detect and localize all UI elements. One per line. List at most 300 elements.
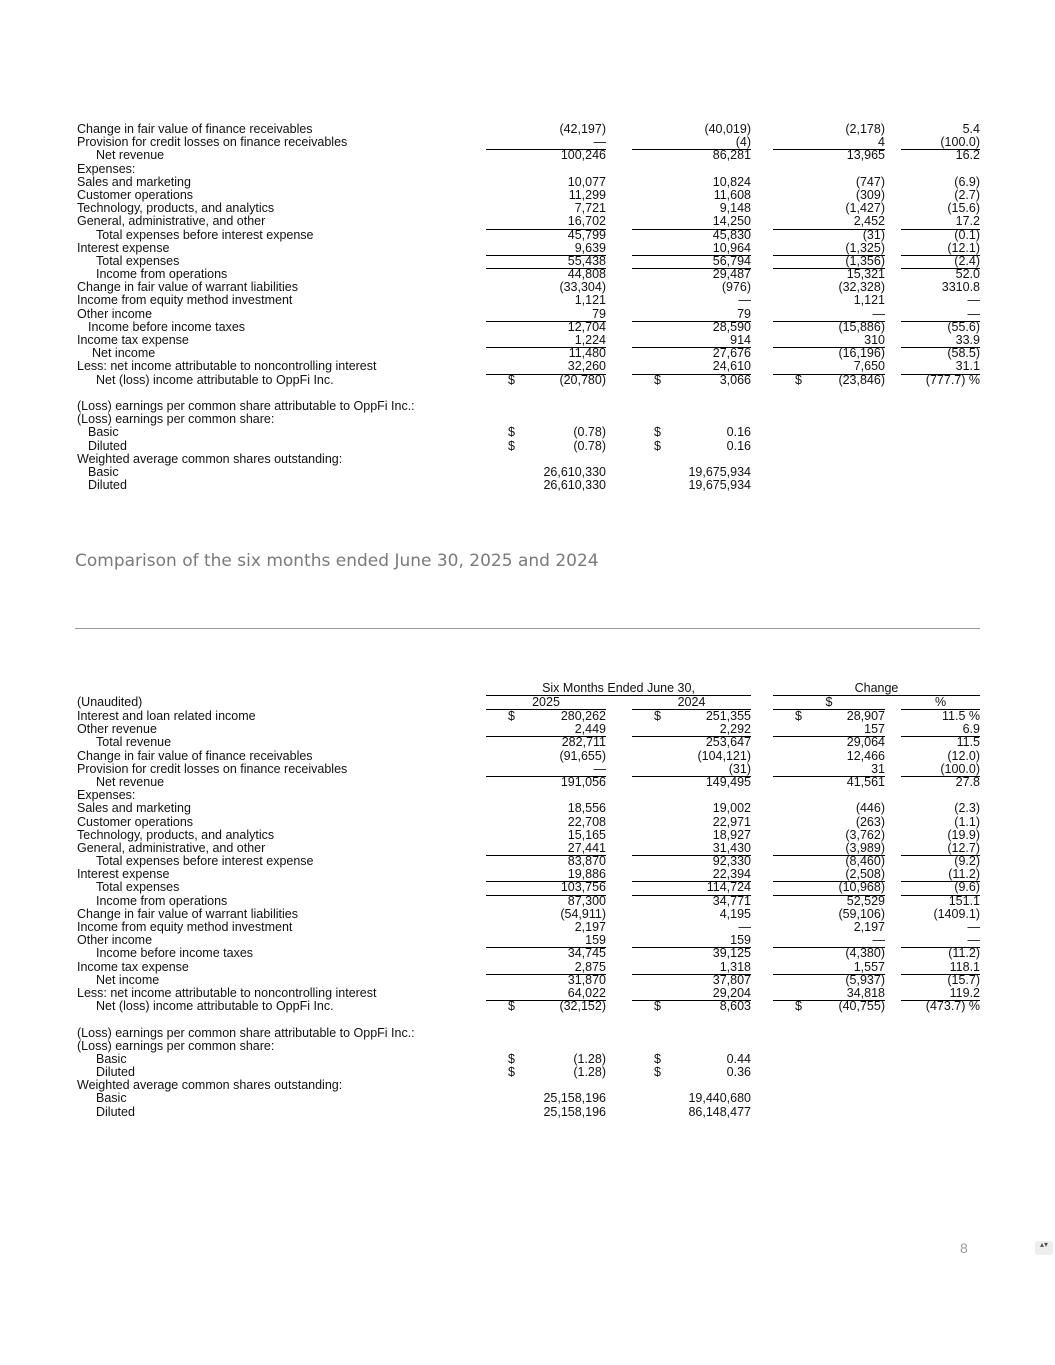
cell-value: 22,708 — [567, 814, 606, 829]
cell-value: 25,158,196 — [543, 1091, 606, 1106]
cell-value: 6.9 — [962, 722, 980, 737]
currency-symbol: $ — [654, 1051, 661, 1066]
cell-value: (12.0) — [947, 748, 980, 763]
row-label: Interest expense — [77, 867, 170, 882]
table-row — [77, 947, 980, 960]
table-row — [77, 308, 980, 321]
row-label: Basic — [96, 1051, 127, 1066]
cell-col-2 — [632, 123, 751, 136]
table-row — [77, 1079, 980, 1092]
row-label: Customer operations — [77, 814, 194, 829]
cell-value: 14,250 — [712, 214, 751, 229]
cell-col-3 — [773, 149, 885, 162]
table-row — [77, 1053, 980, 1066]
table-row — [77, 1027, 980, 1040]
cell-value: (100.0) — [940, 761, 980, 776]
cell-value: 18,556 — [567, 801, 606, 816]
cell-value: — — [967, 293, 980, 308]
table-row — [77, 453, 980, 466]
six-month-table-header — [77, 681, 980, 709]
cell-value: 2,292 — [719, 722, 751, 737]
cell-value: — — [593, 761, 606, 776]
cell-value: (12.7) — [947, 840, 980, 855]
cell-value: 1,121 — [574, 293, 606, 308]
cell-value: 32,260 — [567, 359, 606, 374]
cell-value: (15,886) — [838, 319, 885, 334]
cell-value: 16.2 — [955, 148, 980, 163]
cell-value: 44,808 — [567, 267, 606, 282]
cell-value: 100,246 — [560, 148, 606, 163]
row-label: Net (loss) income attributable to OppFi Inc. — [96, 372, 334, 387]
cell-value: 4,195 — [719, 906, 751, 921]
cell-col-4 — [901, 229, 980, 242]
cell-col-1 — [486, 776, 606, 789]
cell-value: 251,355 — [705, 709, 751, 723]
cell-col-1 — [486, 829, 606, 842]
row-label: Weighted average common shares outstanding: — [77, 1078, 343, 1093]
cell-value: 41,561 — [846, 774, 885, 789]
cell-value: (55.6) — [947, 319, 980, 334]
cell-value: 0.44 — [726, 1051, 751, 1066]
cell-value: 22,971 — [712, 814, 751, 829]
cell-col-3 — [773, 750, 885, 763]
row-label: Interest expense — [77, 240, 170, 255]
cell-value: 39,125 — [712, 946, 751, 961]
header-change: Change — [773, 681, 980, 696]
cell-col-2 — [632, 229, 751, 242]
cell-value: 25,158,196 — [543, 1104, 606, 1119]
cell-value: 9,639 — [574, 240, 606, 255]
currency-symbol: $ — [654, 709, 661, 723]
cell-col-4 — [901, 176, 980, 189]
income-statement-table-quarter — [77, 123, 980, 492]
cell-col-3 — [773, 776, 885, 789]
cell-value: 26,610,330 — [543, 464, 606, 479]
header-year-2024: 2024 — [632, 695, 751, 710]
row-label: Income from operations — [96, 267, 228, 282]
cell-value: 3,066 — [719, 372, 751, 387]
table-row — [77, 736, 980, 749]
cell-value: (1409.1) — [933, 906, 980, 921]
cell-value: (31) — [728, 761, 751, 776]
table-row — [77, 895, 980, 908]
currency-symbol: $ — [795, 372, 802, 387]
cell-col-3 — [773, 1000, 885, 1013]
table-row — [77, 961, 980, 974]
row-label: Diluted — [88, 438, 127, 453]
row-label: Change in fair value of finance receivables — [77, 748, 313, 763]
currency-symbol: $ — [795, 709, 802, 723]
row-label: Total expenses — [96, 880, 180, 895]
cell-col-2 — [632, 176, 751, 189]
cell-col-2 — [632, 1092, 751, 1105]
table-row — [77, 789, 980, 802]
table-row — [77, 479, 980, 492]
table-row — [77, 776, 980, 789]
table-row — [77, 974, 980, 987]
cell-value: 45,830 — [712, 227, 751, 242]
cell-value: (58.5) — [947, 346, 980, 361]
cell-value: 282,711 — [561, 735, 606, 750]
header-change-dollar: $ — [773, 695, 885, 710]
cell-value: 31.1 — [955, 359, 980, 374]
row-label: Net revenue — [96, 774, 165, 789]
table-row — [77, 136, 980, 149]
row-label: Net income — [96, 972, 160, 987]
cell-value: (747) — [855, 174, 885, 189]
table-row — [77, 816, 980, 829]
cell-col-1 — [486, 229, 606, 242]
cell-value: 31,430 — [712, 840, 751, 855]
row-label: Change in fair value of finance receivables — [77, 122, 313, 136]
cell-col-3 — [773, 816, 885, 829]
cell-col-3 — [773, 921, 885, 934]
cell-value: 37,807 — [712, 972, 751, 987]
row-label: Income before income taxes — [88, 319, 246, 334]
currency-symbol: $ — [654, 372, 661, 387]
cell-col-4 — [901, 374, 980, 387]
cell-value: (10,968) — [838, 880, 885, 895]
cell-value: (5,937) — [845, 972, 885, 987]
cell-col-3 — [773, 123, 885, 136]
table-row — [77, 750, 980, 763]
cell-value: (2.4) — [954, 253, 980, 268]
cell-value: 11.5 — [956, 735, 980, 750]
cell-value: 3310.8 — [941, 280, 980, 295]
cell-value: 11,299 — [568, 187, 606, 202]
cell-value: 103,756 — [560, 880, 606, 895]
cell-value: 31,870 — [567, 972, 606, 987]
row-label: (Loss) earnings per common share attributable to OppFi Inc.: — [77, 1025, 415, 1040]
cell-col-1 — [486, 750, 606, 763]
cell-value: (473.7) % — [925, 999, 980, 1014]
cell-value: 79 — [592, 306, 606, 321]
cell-value: 2,449 — [574, 722, 606, 737]
currency-symbol: $ — [508, 372, 515, 387]
row-label: Technology, products, and analytics — [77, 827, 275, 842]
row-label: Basic — [96, 1091, 127, 1106]
table-row — [77, 360, 980, 373]
cell-value: 86,281 — [712, 148, 751, 163]
cell-col-2 — [632, 1066, 751, 1079]
cell-col-2 — [632, 426, 751, 439]
row-label: General, administrative, and other — [77, 214, 266, 229]
page-number: 8 — [960, 1240, 968, 1256]
cell-col-2 — [632, 479, 751, 492]
cell-value: 33.9 — [955, 333, 980, 347]
cell-value: 10,077 — [567, 174, 606, 189]
page-scroll-control[interactable]: ▴▾ — [1035, 1241, 1053, 1255]
cell-value: 157 — [864, 722, 885, 737]
cell-value: (91,655) — [559, 748, 606, 763]
cell-value: (9.2) — [954, 854, 980, 869]
table-row — [77, 829, 980, 842]
cell-value: 119.2 — [949, 985, 980, 1000]
cell-value: 34,818 — [846, 985, 885, 1000]
cell-value: (446) — [855, 801, 885, 816]
cell-value: 2,197 — [574, 920, 606, 934]
cell-col-3 — [773, 974, 885, 987]
cell-value: 87,300 — [567, 893, 606, 908]
cell-value: 310 — [864, 333, 885, 347]
cell-value: 5.4 — [962, 122, 980, 136]
cell-value: 19,002 — [712, 801, 751, 816]
cell-value: (0.78) — [573, 438, 606, 453]
table-row — [77, 1106, 980, 1119]
cell-col-3 — [773, 895, 885, 908]
cell-col-2 — [632, 736, 751, 749]
cell-value: 159 — [585, 933, 606, 948]
row-label: Provision for credit losses on finance receivables — [77, 135, 348, 150]
cell-col-4 — [901, 750, 980, 763]
cell-col-1 — [486, 123, 606, 136]
cell-value: (1.28) — [573, 1051, 606, 1066]
cell-value: (6.9) — [954, 174, 980, 189]
header-year-2025: 2025 — [486, 695, 606, 710]
cell-value: (11.2) — [948, 867, 980, 882]
cell-value: 19,675,934 — [688, 478, 751, 493]
row-label: Interest and loan related income — [77, 709, 256, 723]
currency-symbol: $ — [795, 999, 802, 1014]
cell-value: 31 — [871, 761, 885, 776]
cell-value: (976) — [721, 280, 751, 295]
cell-value: 151.1 — [948, 893, 980, 908]
cell-value: 24,610 — [712, 359, 751, 374]
header-change-percent: % — [901, 695, 980, 710]
row-label: Income tax expense — [77, 333, 189, 347]
cell-col-3 — [773, 947, 885, 960]
cell-value: (16,196) — [838, 346, 885, 361]
cell-value: (1,356) — [845, 253, 885, 268]
header-period: Six Months Ended June 30, — [486, 681, 751, 696]
cell-value: — — [593, 135, 606, 150]
cell-value: 19,440,680 — [688, 1091, 751, 1106]
cell-value: (3,989) — [845, 840, 885, 855]
row-label: Net income — [92, 346, 156, 361]
row-label: Other income — [77, 306, 153, 321]
row-label: Less: net income attributable to noncontrolling interest — [77, 359, 377, 374]
cell-value: 12,466 — [846, 748, 885, 763]
cell-col-1 — [486, 149, 606, 162]
table-row — [77, 426, 980, 439]
cell-value: (2.3) — [954, 801, 980, 816]
currency-symbol: $ — [654, 999, 661, 1014]
income-statement-table-six-months — [77, 710, 980, 1119]
cell-value: (20,780) — [559, 372, 606, 387]
currency-symbol: $ — [654, 425, 661, 440]
table-row — [77, 802, 980, 815]
cell-value: (15.6) — [947, 201, 980, 216]
row-label: Income from operations — [96, 893, 228, 908]
cell-value: (2.7) — [954, 187, 980, 202]
cell-value: 27,441 — [567, 840, 606, 855]
cell-value: 27.8 — [955, 774, 980, 789]
cell-value: 45,799 — [567, 227, 606, 242]
cell-value: (33,304) — [559, 280, 606, 295]
cell-value: 18,927 — [712, 827, 751, 842]
table-row — [77, 763, 980, 776]
row-label: Income before income taxes — [96, 946, 254, 961]
cell-col-4 — [901, 947, 980, 960]
section-title: Comparison of the six months ended June 30, 2025 and 2024 — [75, 551, 599, 571]
cell-value: 253,647 — [705, 735, 751, 750]
row-label: Change in fair value of warrant liabilities — [77, 280, 298, 295]
table-row — [77, 440, 980, 453]
cell-col-1 — [486, 440, 606, 453]
currency-symbol: $ — [508, 425, 515, 440]
cell-value: 8,603 — [719, 999, 751, 1014]
currency-symbol: $ — [654, 1065, 661, 1080]
table-row — [77, 374, 980, 387]
cell-col-2 — [632, 802, 751, 815]
cell-value: — — [967, 933, 980, 948]
cell-col-3 — [773, 829, 885, 842]
table-row — [77, 1013, 980, 1026]
table-row — [77, 710, 980, 723]
cell-col-1 — [486, 1066, 606, 1079]
cell-value: 149,495 — [705, 774, 751, 789]
cell-col-2 — [632, 816, 751, 829]
cell-col-1 — [486, 895, 606, 908]
cell-col-3 — [773, 374, 885, 387]
cell-col-1 — [486, 426, 606, 439]
cell-value: — — [872, 306, 885, 321]
cell-value: 11.5 % — [942, 709, 980, 723]
cell-value: — — [967, 920, 980, 934]
cell-col-3 — [773, 294, 885, 307]
cell-value: 56,794 — [712, 253, 751, 268]
cell-value: (1,325) — [845, 240, 885, 255]
row-label: Change in fair value of warrant liabilities — [77, 906, 298, 921]
table-row — [77, 321, 980, 334]
cell-value: 15,165 — [567, 827, 606, 842]
cell-col-2 — [632, 908, 751, 921]
table-row — [77, 1000, 980, 1013]
cell-col-1 — [486, 176, 606, 189]
row-label: (Loss) earnings per common share: — [77, 1038, 275, 1053]
row-label: Total expenses before interest expense — [96, 227, 314, 242]
table-row — [77, 229, 980, 242]
cell-col-1 — [486, 1000, 606, 1013]
currency-symbol: $ — [508, 438, 515, 453]
cell-col-1 — [486, 374, 606, 387]
cell-value: (23,846) — [838, 372, 885, 387]
row-label: General, administrative, and other — [77, 840, 266, 855]
cell-col-1 — [486, 816, 606, 829]
cell-value: 7,721 — [574, 201, 606, 216]
cell-value: 55,438 — [567, 253, 606, 268]
cell-col-1 — [486, 479, 606, 492]
cell-value: (19.9) — [947, 827, 980, 842]
cell-value: 280,262 — [560, 709, 606, 723]
cell-col-2 — [632, 294, 751, 307]
cell-col-3 — [773, 229, 885, 242]
cell-value: 29,204 — [712, 985, 751, 1000]
cell-col-2 — [632, 776, 751, 789]
cell-col-4 — [901, 776, 980, 789]
cell-value: (8,460) — [845, 854, 885, 869]
cell-value: (42,197) — [559, 122, 606, 136]
cell-value: 17.2 — [955, 214, 980, 229]
cell-value: (104,121) — [697, 748, 751, 763]
cell-col-1 — [486, 1106, 606, 1119]
cell-value: — — [872, 933, 885, 948]
cell-value: 28,590 — [712, 319, 751, 334]
row-label: Income from equity method investment — [77, 920, 293, 934]
cell-col-4 — [901, 294, 980, 307]
cell-value: 118.1 — [949, 959, 980, 974]
cell-col-1 — [486, 1092, 606, 1105]
cell-value: 7,650 — [853, 359, 885, 374]
cell-value: 19,886 — [567, 867, 606, 882]
cell-value: (3,762) — [845, 827, 885, 842]
row-label: Basic — [88, 425, 119, 440]
table-row — [77, 723, 980, 736]
cell-value: 28,907 — [846, 709, 885, 723]
cell-col-2 — [632, 149, 751, 162]
cell-value: 22,394 — [712, 867, 751, 882]
table-row — [77, 242, 980, 255]
cell-col-2 — [632, 829, 751, 842]
cell-value: (777.7) % — [925, 372, 980, 387]
cell-value: 34,745 — [567, 946, 606, 961]
cell-col-1 — [486, 736, 606, 749]
header-unaudited: (Unaudited) — [77, 695, 143, 709]
cell-value: 16,702 — [567, 214, 606, 229]
cell-col-2 — [632, 895, 751, 908]
cell-value: 34,771 — [712, 893, 751, 908]
cell-value: (15.7) — [947, 972, 980, 987]
row-label: Technology, products, and analytics — [77, 201, 275, 216]
table-row — [77, 387, 980, 400]
cell-value: 27,676 — [712, 346, 751, 361]
cell-value: 11,480 — [568, 346, 606, 361]
cell-value: 86,148,477 — [688, 1104, 751, 1119]
cell-col-2 — [632, 974, 751, 987]
table-row — [77, 294, 980, 307]
row-label: Sales and marketing — [77, 174, 191, 189]
row-label: (Loss) earnings per common share: — [77, 412, 275, 427]
cell-value: — — [738, 293, 751, 308]
row-label: Less: net income attributable to noncontrolling interest — [77, 985, 377, 1000]
section-divider — [75, 628, 980, 629]
cell-col-2 — [632, 750, 751, 763]
row-label: Sales and marketing — [77, 801, 191, 816]
cell-value: (2,508) — [845, 867, 885, 882]
cell-col-4 — [901, 816, 980, 829]
cell-value: (1.28) — [573, 1065, 606, 1080]
cell-value: 12,704 — [567, 319, 606, 334]
cell-value: 114,724 — [706, 880, 751, 895]
cell-value: (11.2) — [948, 946, 980, 961]
row-label: Income tax expense — [77, 959, 189, 974]
table-row — [77, 413, 980, 426]
cell-value: 2,875 — [574, 959, 606, 974]
cell-value: 914 — [730, 333, 751, 347]
cell-value: 11,608 — [713, 187, 751, 202]
cell-col-1 — [486, 294, 606, 307]
cell-value: (1,427) — [845, 201, 885, 216]
cell-value: 1,224 — [574, 333, 606, 347]
cell-value: (1.1) — [954, 814, 980, 829]
row-label: Diluted — [88, 478, 127, 493]
cell-value: (0.1) — [954, 227, 980, 242]
cell-value: 1,121 — [853, 293, 885, 308]
cell-col-1 — [486, 974, 606, 987]
cell-value: 0.36 — [726, 1065, 751, 1080]
row-label: Other revenue — [77, 722, 157, 737]
cell-value: (12.1) — [947, 240, 980, 255]
